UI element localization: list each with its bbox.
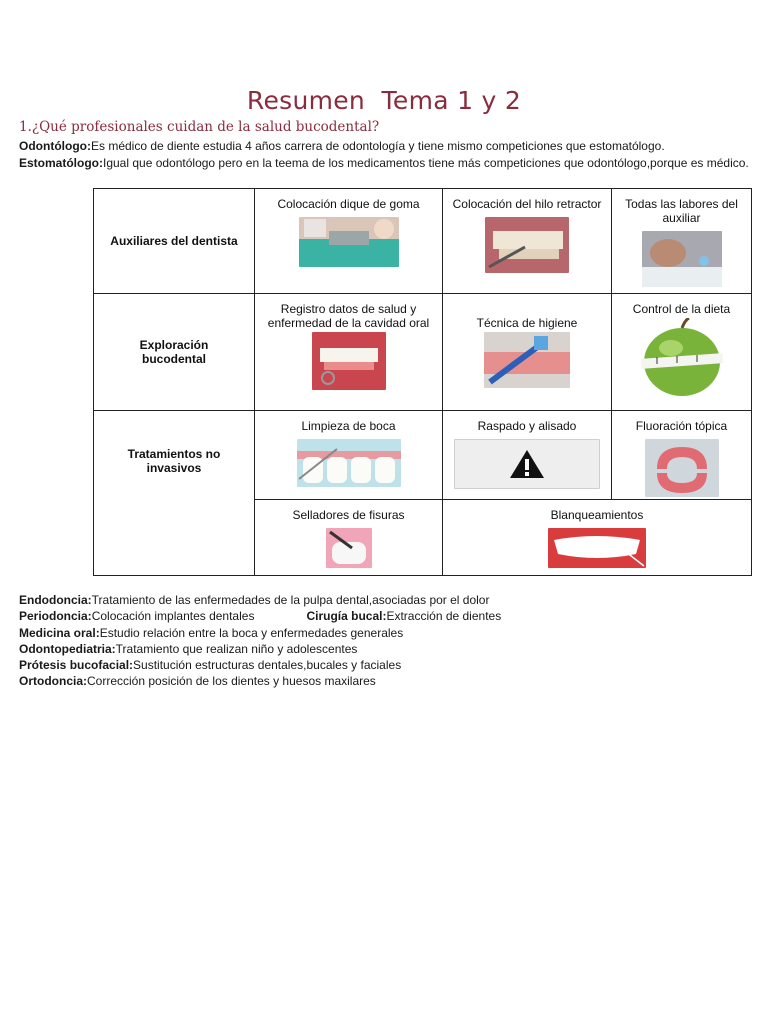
fissure-sealant-image xyxy=(326,528,372,568)
list-item: Medicina oral:Estudio relación entre la boca y enfermedades generales xyxy=(19,625,404,640)
definition-text: Igual que odontólogo pero en la teema de los medicamentos tiene más competiciones que odontólogo,porque es médico. xyxy=(103,156,749,170)
green-apple-image xyxy=(637,318,727,398)
list-item: Ortodoncia:Corrección posición de los dientes y huesos maxilares xyxy=(19,674,376,689)
definition-term: Odontólogo: xyxy=(19,139,91,153)
row-header: Tratamientos no invasivos xyxy=(94,411,255,576)
table-cell xyxy=(443,189,612,294)
cell-caption: Colocación dique de goma xyxy=(277,197,420,211)
whitening-smile-image xyxy=(548,528,646,568)
hygiene-technique-image xyxy=(484,332,570,388)
table-cell xyxy=(443,294,612,411)
table-row xyxy=(94,411,752,500)
row-header: Exploración bucodental xyxy=(94,294,255,411)
cell-caption: Raspado y alisado xyxy=(477,419,577,433)
list-item: Odontopediatria:Tratamiento que realizan niño y adolescentes xyxy=(19,641,358,656)
summary-table xyxy=(93,188,752,576)
table-cell xyxy=(612,294,752,411)
image-placeholder xyxy=(454,439,600,489)
cell-caption: Selladores de fisuras xyxy=(292,508,405,522)
fluoride-tray-image xyxy=(645,439,719,497)
list-item: Periodoncia:Colocación implantes dentales Cirugía bucal:Extracción de dientes xyxy=(19,609,502,624)
oral-exam-image xyxy=(312,332,386,390)
table-cell xyxy=(443,500,752,576)
page-title: Resumen Tema 1 y 2 xyxy=(246,86,522,115)
definition-odontologo xyxy=(19,138,749,154)
table-row xyxy=(94,189,752,294)
table-cell xyxy=(255,411,443,500)
cell-caption: Registro datos de salud y enfermedad de la cavidad oral xyxy=(267,302,430,330)
list-item: Prótesis bucofacial:Sustitución estructuras dentales,bucales y faciales xyxy=(19,658,402,673)
cell-caption: Limpieza de boca xyxy=(301,419,396,433)
cell-caption: Blanqueamientos xyxy=(550,508,644,522)
cell-caption: Colocación del hilo retractor xyxy=(452,197,602,211)
warning-icon xyxy=(509,449,545,479)
table-cell xyxy=(255,294,443,411)
definition-text: Es médico de diente estudia 4 años carrera de odontología y tiene mismo competiciones que estomatólogo. xyxy=(90,139,665,153)
cell-caption: Fluoración tópica xyxy=(635,419,728,433)
cell-caption: Todas las labores del auxiliar xyxy=(625,197,738,225)
teeth-cleaning-image xyxy=(297,439,401,487)
question-heading: 1.¿Qué profesionales cuidan de la salud bucodental? xyxy=(19,119,380,135)
list-item: Endodoncia:Tratamiento de las enfermedades de la pulpa dental,asociadas por el dolor xyxy=(19,593,490,607)
cell-caption: Técnica de higiene xyxy=(476,316,578,330)
dental-assistant-image xyxy=(642,231,722,287)
table-cell xyxy=(255,500,443,576)
retraction-cord-image xyxy=(485,217,569,273)
definition-term: Estomatólogo: xyxy=(19,156,103,170)
table-cell xyxy=(443,411,612,500)
table-row xyxy=(94,294,752,411)
definition-estomatologo xyxy=(19,155,749,171)
table-cell xyxy=(255,189,443,294)
rubber-dam-image xyxy=(299,217,399,267)
table-cell xyxy=(612,189,752,294)
table-cell xyxy=(612,411,752,500)
row-header: Auxiliares del dentista xyxy=(94,189,255,294)
specialties-list xyxy=(19,592,501,690)
cell-caption: Control de la dieta xyxy=(632,302,731,316)
